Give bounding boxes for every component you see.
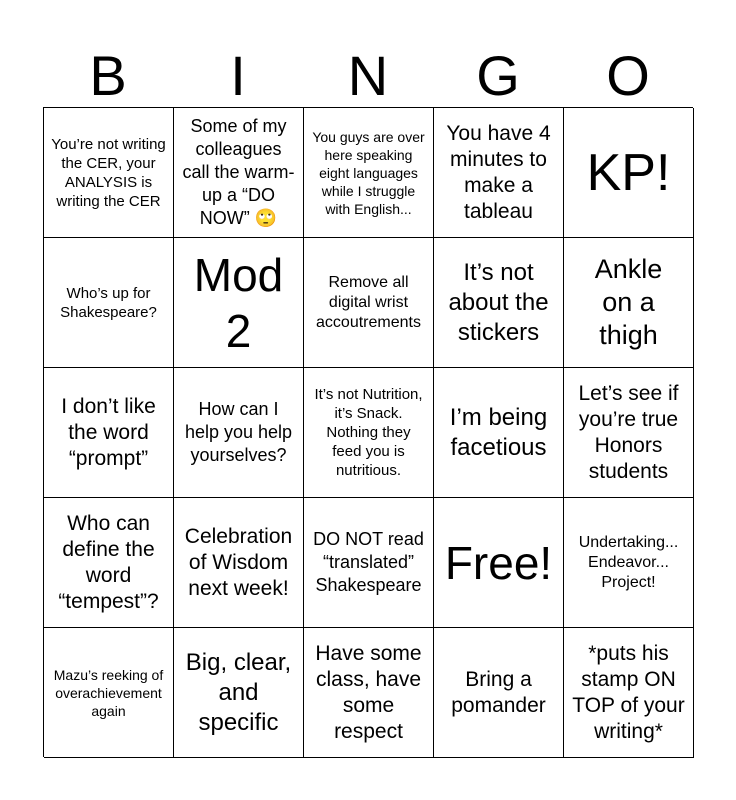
bingo-cell-r1-c3[interactable] [304,108,434,238]
cell-text: Who’s up for Shakespeare? [60,284,157,321]
cell-text: Bring a pomander [451,667,546,717]
cell-text: You have 4 minutes to make a tableau [446,121,551,223]
cell-text: It’s not Nutrition, it’s Snack. Nothing they feed you is nutritious. [314,386,423,479]
cell-text: Have some class, have some respect [315,641,422,743]
bingo-cell-r4-c2[interactable] [174,498,304,628]
cell-text: You guys are over here speaking eight languages while I struggle with English... [312,128,425,217]
bingo-cell-r3-c5[interactable] [564,368,694,498]
bingo-cell-r4-c1[interactable] [44,498,174,628]
bingo-cell-r3-c4[interactable] [434,368,564,498]
bingo-cell-r5-c2[interactable] [174,628,304,758]
bingo-cell-r2-c2[interactable] [174,238,304,368]
cell-text: Free! [444,536,553,589]
cell-text: Mazu’s reeking of overachievement again [53,666,164,719]
bingo-cell-r2-c4[interactable] [434,238,564,368]
cell-text: DO NOT read “translated” Shakespeare [313,529,424,595]
bingo-cell-r2-c1[interactable] [44,238,174,368]
bingo-cell-r5-c1[interactable] [44,628,174,758]
bingo-cell-r1-c5[interactable] [564,108,694,238]
bingo-cell-r4-c3[interactable] [304,498,434,628]
cell-text: I don’t like the word “prompt” [61,394,156,470]
cell-text: How can I help you help yourselves? [184,399,293,465]
bingo-cell-r3-c3[interactable] [304,368,434,498]
bingo-board [43,107,693,757]
bingo-cell-r1-c1[interactable] [44,108,174,238]
header-letter-o: O [606,44,650,107]
bingo-cell-r3-c2[interactable] [174,368,304,498]
bingo-cell-r1-c2[interactable] [174,108,304,238]
cell-text: Celebration of Wisdom next week! [184,524,293,600]
header-letter-n: N [347,44,389,107]
header-letter-i: I [230,44,246,107]
header-letter-g: G [476,44,520,107]
cell-text: KP! [586,143,671,202]
bingo-cell-r1-c4[interactable] [434,108,564,238]
bingo-cell-r2-c5[interactable] [564,238,694,368]
cell-text: I’m being facetious [449,403,548,461]
cell-text: *puts his stamp ON TOP of your writing* [572,641,685,743]
bingo-cell-r4-c5[interactable] [564,498,694,628]
cell-text: Mod 2 [193,248,284,357]
cell-text: Some of my colleagues call the warm-up a “DO NOW” 🙄 [182,116,295,228]
cell-text: Ankle on a thigh [594,254,663,350]
cell-text: Remove all digital wrist accoutrements [316,273,421,331]
bingo-cell-r5-c3[interactable] [304,628,434,758]
cell-text: Who can define the word “tempest”? [58,511,159,613]
cell-text: You’re not writing the CER, your ANALYSIS is writing the CER [51,135,166,210]
bingo-cell-r3-c1[interactable] [44,368,174,498]
cell-text: Undertaking... Endeavor... Project! [578,533,679,591]
bingo-cell-r4-c4[interactable] [434,498,564,628]
cell-text: Big, clear, and specific [185,648,292,736]
bingo-cell-r5-c5[interactable] [564,628,694,758]
cell-text: Let’s see if you’re true Honors students [578,381,679,483]
bingo-cell-r2-c3[interactable] [304,238,434,368]
header-letter-b: B [89,44,127,107]
bingo-header [43,44,693,108]
cell-text: It’s not about the stickers [448,258,549,346]
bingo-cell-r5-c4[interactable] [434,628,564,758]
